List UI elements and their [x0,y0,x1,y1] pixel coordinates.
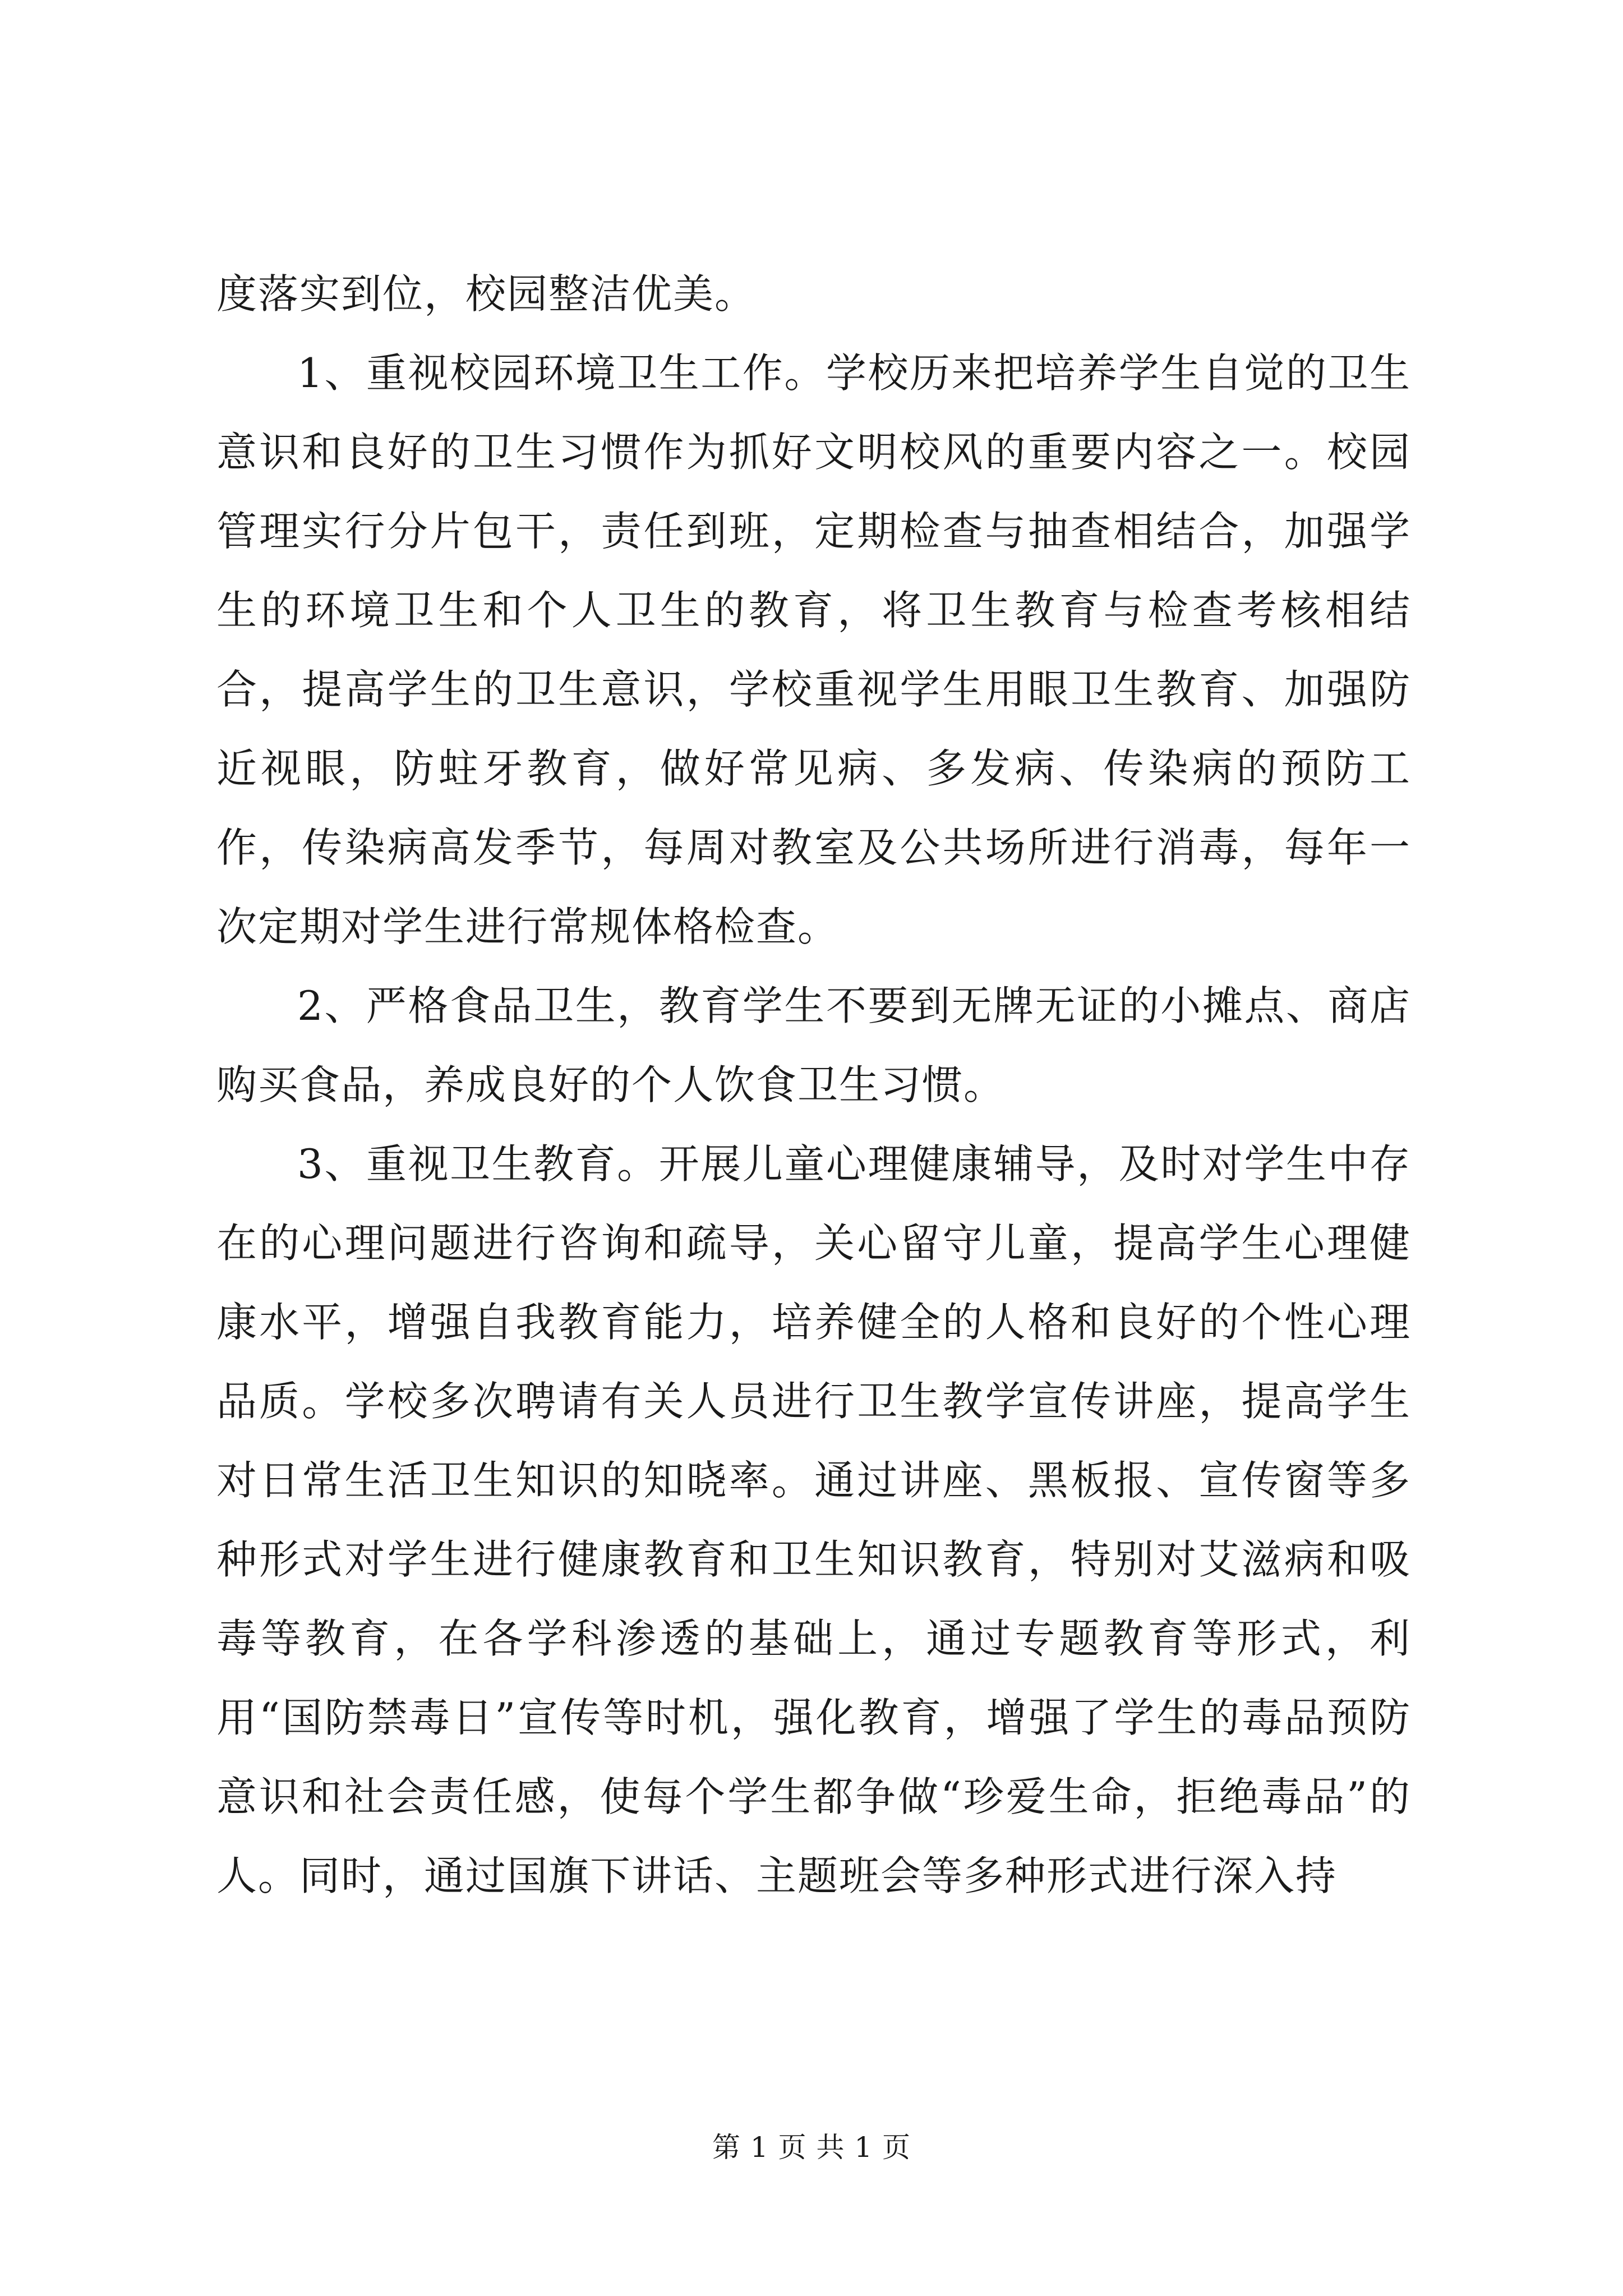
paragraph-food-hygiene: 2、严格食品卫生，教育学生不要到无牌无证的小摊点、商店购买食品，养成良好的个人饮食卫生习惯。 [216,982,1411,1108]
document-body [216,255,1411,1916]
paragraph-continuation: 度落实到位，校园整洁优美。 [216,270,757,318]
page-footer: 第 1 页 共 1 页 [712,2131,911,2164]
paragraph-health-education: 3、重视卫生教育。开展儿童心理健康辅导，及时对学生中存在的心理问题进行咨询和疏导，关心留守儿童，提高学生心理健康水平，增强自我教育能力，培养健全的人格和良好的个性心理品质。学校多次聘请有关人员进行卫生教学宣传讲座，提高学生对日常生活卫生知识的知晓率。通过讲座、黑板报、宣传窗等多种形式对学生进行健康教育和卫生知识教育，特别对艾滋病和吸毒等教育，在各学科渗透的基础上，通过专题教育等形式，利用“国防禁毒日”宣传等时机，强化教育，增强了学生的毒品预防意识和社会责任感，使每个学生都争做“珍爱生命，拒绝毒品”的人。同时，通过国旗下讲话、主题班会等多种形式进行深入持 [216,1140,1411,1899]
paragraph-environment-hygiene: 1、重视校园环境卫生工作。学校历来把培养学生自觉的卫生意识和良好的卫生习惯作为抓好文明校风的重要内容之一。校园管理实行分片包干，责任到班，定期检查与抽查相结合，加强学生的环境卫生和个人卫生的教育，将卫生教育与检查考核相结合，提高学生的卫生意识，学校重视学生用眼卫生教育、加强防近视眼，防蛀牙教育，做好常见病、多发病、传染病的预防工作，传染病高发季节，每周对教室及公共场所进行消毒，每年一次定期对学生进行常规体格检查。 [216,349,1411,950]
